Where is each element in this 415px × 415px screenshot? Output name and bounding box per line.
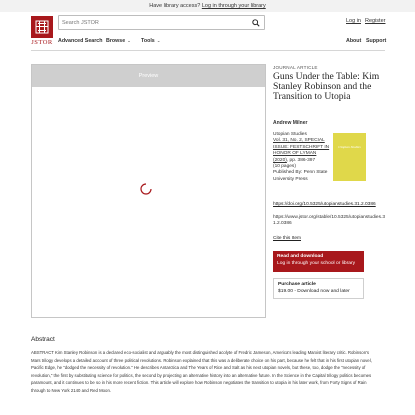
tools-menu[interactable] [141, 38, 161, 44]
page-count: (10 pages) [273, 164, 296, 170]
publisher: Published By: Penn State University Press [273, 170, 328, 182]
page-range: , pp. 386-397 [286, 157, 316, 163]
issue-year[interactable]: (2020) [273, 157, 287, 163]
search-input[interactable] [62, 17, 247, 28]
header-divider [31, 50, 385, 51]
preview-header: Preview [32, 65, 265, 87]
chevron-down-icon: ⌄ [156, 38, 161, 43]
issue-link[interactable]: Vol. 31, No. 2, SPECIAL ISSUE: FESTSCHRIFT IN HONOR OF LYMAN [273, 138, 330, 157]
chevron-down-icon: ⌄ [127, 38, 131, 43]
article-author[interactable]: Andrew Milner [273, 120, 308, 126]
library-access-banner [0, 0, 415, 12]
tools-label: Tools [141, 38, 155, 44]
article-title: Guns Under the Table: Kim Stanley Robinson and the Transition to Utopia [273, 71, 380, 103]
content-type-label: JOURNAL ARTICLE [273, 65, 318, 70]
loading-spinner-icon [140, 183, 152, 195]
journal-name[interactable]: Utopian Studies [273, 132, 307, 137]
read-download-subtitle: Log in through your school or library [277, 260, 356, 266]
read-download-title: Read and download [277, 254, 324, 259]
banner-text: Have library access? [149, 3, 201, 9]
cite-item-link[interactable]: Cite this Item [273, 236, 301, 241]
search-bar[interactable] [58, 15, 265, 30]
jstor-emblem-icon [31, 16, 53, 38]
browse-menu[interactable] [106, 38, 131, 44]
register-link[interactable]: Register [365, 18, 386, 24]
logo-wordmark: JSTOR [31, 39, 53, 46]
doi-link[interactable]: https://doi.org/10.5325/utopianstudies.31.2.0386 [273, 202, 376, 207]
library-login-link[interactable]: Log in through your library [201, 3, 266, 9]
search-icon[interactable] [252, 19, 260, 27]
read-and-download-button[interactable] [273, 251, 364, 272]
support-link[interactable]: Support [366, 38, 387, 44]
article-preview-viewer[interactable] [31, 64, 266, 318]
login-link[interactable]: Log in [346, 18, 361, 24]
purchase-article-box[interactable] [273, 278, 364, 299]
article-metadata [273, 132, 333, 183]
purchase-title: Purchase article [278, 282, 316, 287]
cover-title: Utopian Studies [338, 145, 361, 149]
browse-label: Browse [106, 38, 126, 44]
jstor-logo[interactable] [31, 16, 53, 46]
abstract-text: ABSTRACT Kim Stanley Robinson is a declared eco-socialist and arguably the most distinguished acolyte of Fredric Jameson, America's leading Marxist literary critic. Robinson's Mars trilogy develops a detailed account of three political revolutions. Robinson explained that this was a deliberate choice on his part, because he felt that in his first utopian novel, Pacific Edge, he "dodged the necessity of revolution." He describes Antarctica and The Years of Rice and Salt as his next utopian novels, but these, too, dodge the "necessity of revolution," the first by substituting science for politics, the second by projecting an alternative history into an alternative future. In the Science in the Capital trilogy politics becomes paramount, and it continues to be so in his more recent fiction. This article will explore how Robinson negotiates the transition to utopia in his later work, from Forty Signs of Rain through to New York 2140 and Red Moon. [31, 350, 372, 393]
purchase-price: $19.00 - Download now and later [278, 288, 350, 294]
abstract-heading: Abstract [31, 336, 55, 343]
advanced-search-link[interactable]: Advanced Search [58, 38, 103, 44]
journal-cover-image[interactable] [333, 133, 366, 181]
about-link[interactable]: About [346, 38, 362, 44]
stable-url: https://www.jstor.org/stable/10.5325/utopianstudies.31.2.0386 [273, 215, 385, 227]
